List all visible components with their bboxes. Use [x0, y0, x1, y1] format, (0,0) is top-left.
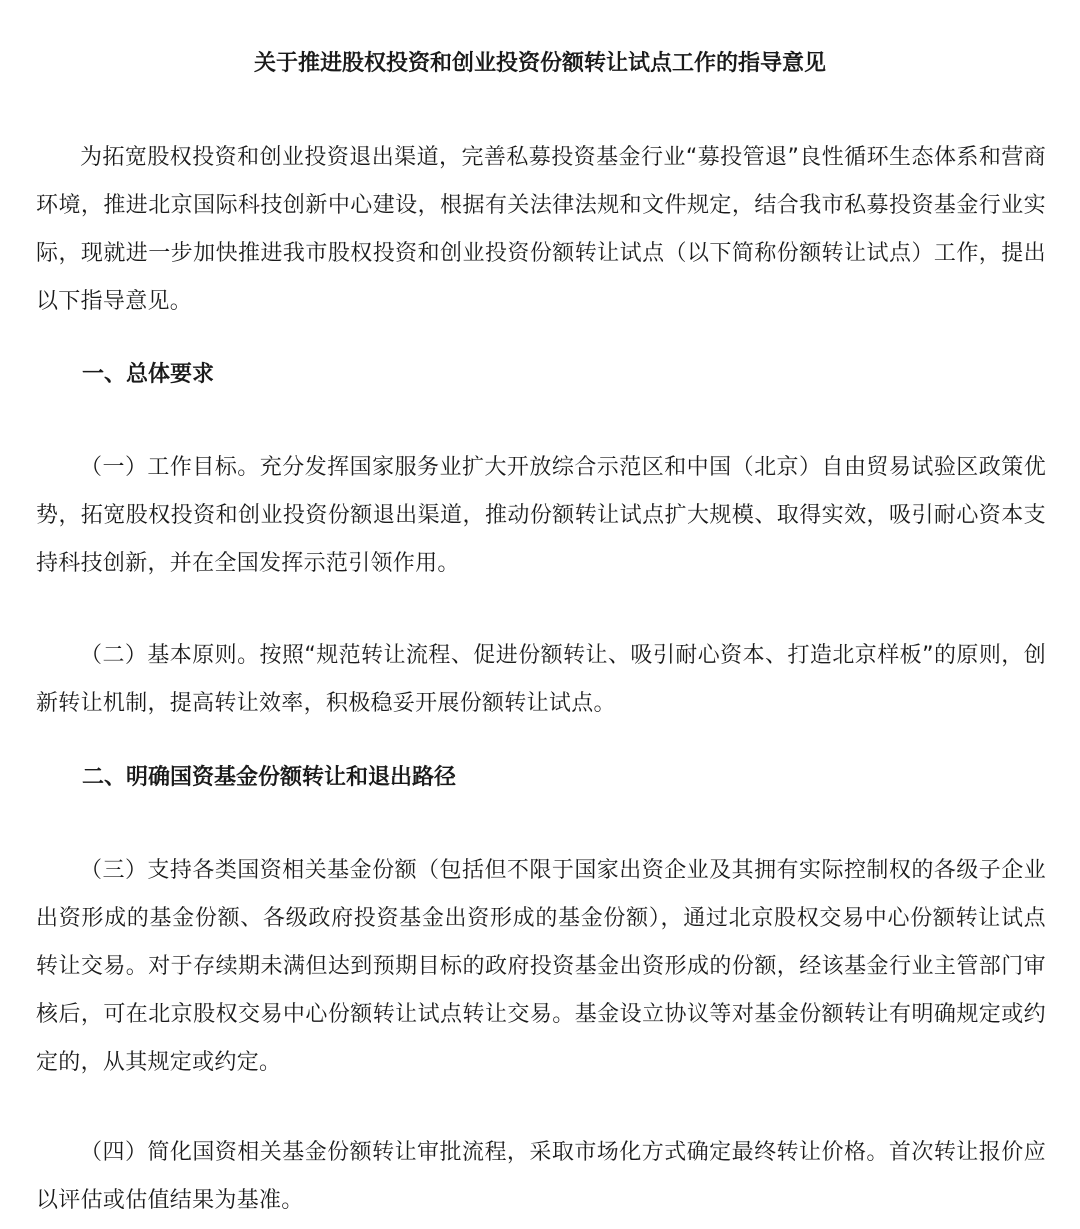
document-title: 关于推进股权投资和创业投资份额转让试点工作的指导意见: [253, 51, 826, 76]
item-four-paragraph: （四）简化国资相关基金份额转让审批流程，采取市场化方式确定最终转让价格。首次转让报价应以评估或估值结果为基准。: [36, 1140, 1046, 1213]
section-two-heading: 二、明确国资基金份额转让和退出路径: [82, 765, 457, 790]
item-two-paragraph: （二）基本原则。按照“规范转让流程、促进份额转让、吸引耐心资本、打造北京样板”的原则，创新转让机制，提高转让效率，积极稳妥开展份额转让试点。: [36, 643, 1046, 716]
section-one-heading: 一、总体要求: [82, 362, 215, 387]
item-one-paragraph: （一）工作目标。充分发挥国家服务业扩大开放综合示范区和中国（北京）自由贸易试验区政策优势，拓宽股权投资和创业投资份额退出渠道，推动份额转让试点扩大规模、取得实效，吸引耐心资本支持科技创新，并在全国发挥示范引领作用。: [36, 455, 1046, 576]
intro-paragraph: 为拓宽股权投资和创业投资退出渠道，完善私募投资基金行业“募投管退”良性循环生态体系和营商环境，推进北京国际科技创新中心建设，根据有关法律法规和文件规定，结合我市私募投资基金行业实际，现就进一步加快推进我市股权投资和创业投资份额转让试点（以下简称份额转让试点）工作，提出以下指导意见。: [36, 145, 1046, 314]
item-three-paragraph: （三）支持各类国资相关基金份额（包括但不限于国家出资企业及其拥有实际控制权的各级子企业出资形成的基金份额、各级政府投资基金出资形成的基金份额），通过北京股权交易中心份额转让试点转让交易。对于存续期未满但达到预期目标的政府投资基金出资形成的份额，经该基金行业主管部门审核后，可在北京股权交易中心份额转让试点转让交易。基金设立协议等对基金份额转让有明确规定或约定的，从其规定或约定。: [36, 858, 1046, 1075]
